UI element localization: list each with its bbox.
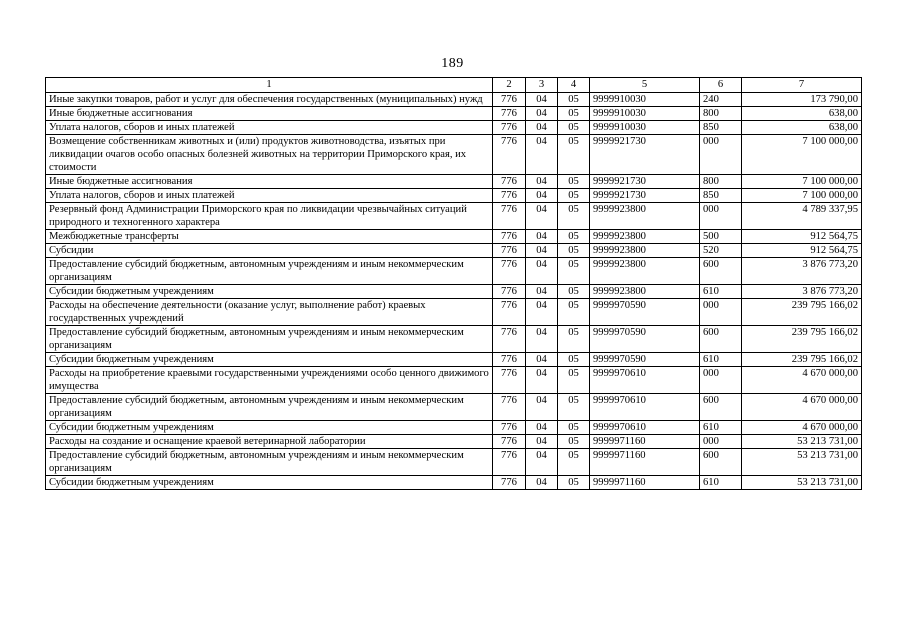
row-vr-cell: 600 — [700, 394, 742, 421]
row-pr-cell: 05 — [558, 107, 590, 121]
column-header-rz: 3 — [526, 78, 558, 93]
column-header-csr: 5 — [590, 78, 700, 93]
row-csr-cell: 9999970610 — [590, 421, 700, 435]
row-rz-cell: 04 — [526, 244, 558, 258]
row-csr-cell: 9999970590 — [590, 326, 700, 353]
row-csr-cell: 9999970610 — [590, 394, 700, 421]
row-csr-cell: 9999970590 — [590, 299, 700, 326]
row-pr-cell: 05 — [558, 394, 590, 421]
row-sum-cell: 53 213 731,00 — [742, 476, 862, 490]
row-gr-cell: 776 — [493, 107, 526, 121]
row-name-cell: Возмещение собственникам животных и (или) продуктов животноводства, изъятых при ликвидации очагов особо опасных болезней животных на территории Приморского края, их стоимости — [46, 135, 493, 175]
row-rz-cell: 04 — [526, 435, 558, 449]
row-csr-cell: 9999921730 — [590, 175, 700, 189]
row-rz-cell: 04 — [526, 367, 558, 394]
row-sum-cell: 7 100 000,00 — [742, 175, 862, 189]
table-row — [46, 299, 862, 326]
row-name-cell: Уплата налогов, сборов и иных платежей — [46, 121, 493, 135]
row-rz-cell: 04 — [526, 189, 558, 203]
row-sum-cell: 4 670 000,00 — [742, 367, 862, 394]
table-row — [46, 244, 862, 258]
row-csr-cell: 9999971160 — [590, 449, 700, 476]
row-sum-cell: 239 795 166,02 — [742, 299, 862, 326]
row-csr-cell: 9999923800 — [590, 244, 700, 258]
table-body — [46, 93, 862, 490]
row-gr-cell: 776 — [493, 189, 526, 203]
row-csr-cell: 9999923800 — [590, 258, 700, 285]
table-row — [46, 367, 862, 394]
row-sum-cell: 912 564,75 — [742, 244, 862, 258]
row-vr-cell: 500 — [700, 230, 742, 244]
row-vr-cell: 610 — [700, 353, 742, 367]
row-pr-cell: 05 — [558, 367, 590, 394]
row-pr-cell: 05 — [558, 449, 590, 476]
table-row — [46, 135, 862, 175]
row-vr-cell: 850 — [700, 189, 742, 203]
row-csr-cell: 9999910030 — [590, 93, 700, 107]
row-rz-cell: 04 — [526, 121, 558, 135]
row-gr-cell: 776 — [493, 121, 526, 135]
row-pr-cell: 05 — [558, 175, 590, 189]
row-sum-cell: 239 795 166,02 — [742, 326, 862, 353]
row-sum-cell: 638,00 — [742, 107, 862, 121]
row-csr-cell: 9999923800 — [590, 203, 700, 230]
row-name-cell: Субсидии бюджетным учреждениям — [46, 353, 493, 367]
row-sum-cell: 638,00 — [742, 121, 862, 135]
row-sum-cell: 4 789 337,95 — [742, 203, 862, 230]
row-pr-cell: 05 — [558, 435, 590, 449]
row-sum-cell: 912 564,75 — [742, 230, 862, 244]
row-sum-cell: 3 876 773,20 — [742, 258, 862, 285]
row-rz-cell: 04 — [526, 230, 558, 244]
column-header-vr: 6 — [700, 78, 742, 93]
row-rz-cell: 04 — [526, 421, 558, 435]
row-vr-cell: 610 — [700, 476, 742, 490]
row-name-cell: Межбюджетные трансферты — [46, 230, 493, 244]
row-gr-cell: 776 — [493, 421, 526, 435]
table-row — [46, 353, 862, 367]
row-gr-cell: 776 — [493, 353, 526, 367]
row-rz-cell: 04 — [526, 299, 558, 326]
row-name-cell: Субсидии бюджетным учреждениям — [46, 476, 493, 490]
row-csr-cell: 9999971160 — [590, 435, 700, 449]
row-csr-cell: 9999923800 — [590, 230, 700, 244]
row-gr-cell: 776 — [493, 203, 526, 230]
row-rz-cell: 04 — [526, 135, 558, 175]
row-gr-cell: 776 — [493, 244, 526, 258]
row-name-cell: Расходы на приобретение краевыми государственными учреждениями особо ценного движимого имущества — [46, 367, 493, 394]
row-vr-cell: 000 — [700, 203, 742, 230]
row-name-cell: Субсидии бюджетным учреждениям — [46, 421, 493, 435]
row-name-cell: Резервный фонд Администрации Приморского края по ликвидации чрезвычайных ситуаций природного и техногенного характера — [46, 203, 493, 230]
row-rz-cell: 04 — [526, 353, 558, 367]
row-csr-cell: 9999970590 — [590, 353, 700, 367]
row-vr-cell: 800 — [700, 175, 742, 189]
row-sum-cell: 4 670 000,00 — [742, 394, 862, 421]
row-vr-cell: 520 — [700, 244, 742, 258]
row-name-cell: Предоставление субсидий бюджетным, автономным учреждениям и иным некоммерческим организациям — [46, 326, 493, 353]
row-pr-cell: 05 — [558, 353, 590, 367]
row-vr-cell: 240 — [700, 93, 742, 107]
row-name-cell: Предоставление субсидий бюджетным, автономным учреждениям и иным некоммерческим организациям — [46, 449, 493, 476]
column-header-gr: 2 — [493, 78, 526, 93]
row-name-cell: Иные бюджетные ассигнования — [46, 175, 493, 189]
column-header-pr: 4 — [558, 78, 590, 93]
row-pr-cell: 05 — [558, 299, 590, 326]
row-csr-cell: 9999970610 — [590, 367, 700, 394]
row-csr-cell: 9999923800 — [590, 285, 700, 299]
row-pr-cell: 05 — [558, 285, 590, 299]
table-row — [46, 326, 862, 353]
row-vr-cell: 610 — [700, 285, 742, 299]
row-vr-cell: 600 — [700, 449, 742, 476]
row-name-cell: Предоставление субсидий бюджетным, автономным учреждениям и иным некоммерческим организациям — [46, 258, 493, 285]
table-row — [46, 175, 862, 189]
row-vr-cell: 000 — [700, 135, 742, 175]
row-rz-cell: 04 — [526, 285, 558, 299]
table-row — [46, 449, 862, 476]
row-vr-cell: 600 — [700, 326, 742, 353]
row-pr-cell: 05 — [558, 244, 590, 258]
row-pr-cell: 05 — [558, 421, 590, 435]
row-gr-cell: 776 — [493, 175, 526, 189]
row-rz-cell: 04 — [526, 394, 558, 421]
row-rz-cell: 04 — [526, 326, 558, 353]
column-header-sum: 7 — [742, 78, 862, 93]
row-name-cell: Расходы на обеспечение деятельности (оказание услуг, выполнение работ) краевых государственных учреждений — [46, 299, 493, 326]
row-gr-cell: 776 — [493, 285, 526, 299]
row-csr-cell: 9999971160 — [590, 476, 700, 490]
row-pr-cell: 05 — [558, 203, 590, 230]
row-pr-cell: 05 — [558, 189, 590, 203]
table-row — [46, 107, 862, 121]
table-row — [46, 476, 862, 490]
row-sum-cell: 173 790,00 — [742, 93, 862, 107]
row-rz-cell: 04 — [526, 476, 558, 490]
row-csr-cell: 9999910030 — [590, 121, 700, 135]
row-csr-cell: 9999910030 — [590, 107, 700, 121]
row-gr-cell: 776 — [493, 367, 526, 394]
row-vr-cell: 600 — [700, 258, 742, 285]
row-csr-cell: 9999921730 — [590, 189, 700, 203]
row-pr-cell: 05 — [558, 476, 590, 490]
row-pr-cell: 05 — [558, 135, 590, 175]
row-gr-cell: 776 — [493, 449, 526, 476]
row-vr-cell: 800 — [700, 107, 742, 121]
row-rz-cell: 04 — [526, 258, 558, 285]
row-sum-cell: 7 100 000,00 — [742, 189, 862, 203]
row-gr-cell: 776 — [493, 230, 526, 244]
row-sum-cell: 53 213 731,00 — [742, 449, 862, 476]
column-header-name: 1 — [46, 78, 493, 93]
row-gr-cell: 776 — [493, 258, 526, 285]
table-row — [46, 121, 862, 135]
row-sum-cell: 4 670 000,00 — [742, 421, 862, 435]
row-rz-cell: 04 — [526, 107, 558, 121]
row-name-cell: Предоставление субсидий бюджетным, автономным учреждениям и иным некоммерческим организациям — [46, 394, 493, 421]
row-sum-cell: 7 100 000,00 — [742, 135, 862, 175]
row-gr-cell: 776 — [493, 394, 526, 421]
row-rz-cell: 04 — [526, 175, 558, 189]
row-pr-cell: 05 — [558, 258, 590, 285]
row-sum-cell: 239 795 166,02 — [742, 353, 862, 367]
row-pr-cell: 05 — [558, 93, 590, 107]
row-csr-cell: 9999921730 — [590, 135, 700, 175]
row-vr-cell: 850 — [700, 121, 742, 135]
row-gr-cell: 776 — [493, 135, 526, 175]
row-vr-cell: 000 — [700, 299, 742, 326]
table-row — [46, 93, 862, 107]
row-rz-cell: 04 — [526, 93, 558, 107]
header-row — [46, 78, 862, 93]
row-rz-cell: 04 — [526, 203, 558, 230]
table-row — [46, 203, 862, 230]
row-gr-cell: 776 — [493, 93, 526, 107]
table-row — [46, 394, 862, 421]
row-vr-cell: 000 — [700, 367, 742, 394]
row-vr-cell: 610 — [700, 421, 742, 435]
row-pr-cell: 05 — [558, 326, 590, 353]
row-pr-cell: 05 — [558, 121, 590, 135]
row-gr-cell: 776 — [493, 299, 526, 326]
table-row — [46, 230, 862, 244]
table-row — [46, 258, 862, 285]
table-row — [46, 189, 862, 203]
budget-table — [45, 77, 862, 490]
row-vr-cell: 000 — [700, 435, 742, 449]
table-row — [46, 285, 862, 299]
row-sum-cell: 53 213 731,00 — [742, 435, 862, 449]
table-row — [46, 421, 862, 435]
row-name-cell: Иные бюджетные ассигнования — [46, 107, 493, 121]
row-sum-cell: 3 876 773,20 — [742, 285, 862, 299]
page-number: 189 — [441, 56, 464, 71]
row-name-cell: Уплата налогов, сборов и иных платежей — [46, 189, 493, 203]
row-name-cell: Субсидии — [46, 244, 493, 258]
row-pr-cell: 05 — [558, 230, 590, 244]
row-gr-cell: 776 — [493, 476, 526, 490]
row-gr-cell: 776 — [493, 435, 526, 449]
row-name-cell: Субсидии бюджетным учреждениям — [46, 285, 493, 299]
row-name-cell: Иные закупки товаров, работ и услуг для обеспечения государственных (муниципальных) нужд — [46, 93, 493, 107]
row-name-cell: Расходы на создание и оснащение краевой ветеринарной лаборатории — [46, 435, 493, 449]
row-rz-cell: 04 — [526, 449, 558, 476]
table-row — [46, 435, 862, 449]
row-gr-cell: 776 — [493, 326, 526, 353]
